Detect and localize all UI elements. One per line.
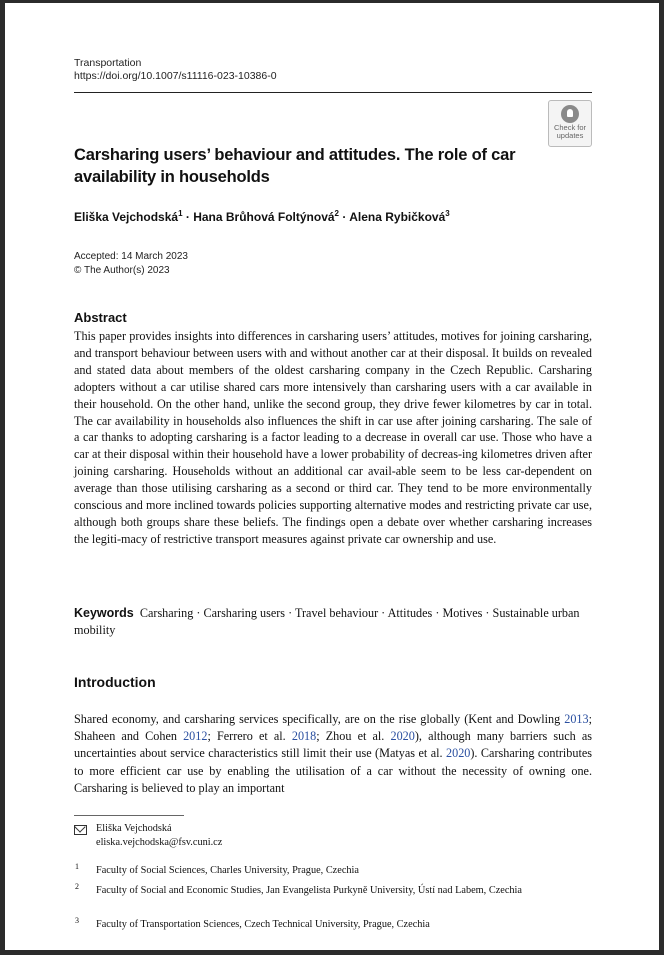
check-for-updates-badge[interactable]: Check for updates	[548, 100, 592, 147]
author-list: Eliška Vejchodská$^1$ · Hana Brůhová Foltýnová$^2$ · Alena Rybičková$^3$	[74, 209, 450, 224]
accepted-date: Accepted: 14 March 2023	[74, 251, 188, 262]
affiliation-number: 3	[75, 916, 79, 925]
corresponding-author	[96, 822, 222, 849]
paper-title: Carsharing users’ behaviour and attitudes. The role of car availability in households	[74, 146, 516, 186]
citation-link[interactable]: 2018	[291, 729, 317, 744]
copyright-notice: © The Author(s) 2023	[74, 265, 170, 276]
citation-link[interactable]: 2013	[564, 712, 589, 726]
author-name[interactable]: Alena Rybičková	[349, 210, 446, 224]
introduction-text: Shared economy, and carsharing services specifically, are on the rise globally (Kent and Dowling 2013; Shaheen and Cohen 2012; Ferrero et al. 2018; Zhou et al. 2020), although many barriers such as uncertainties about service characteristics still limit their use (Matyas et al. 2020). Carsharing contributes to more efficient car use by enabling the utilisation of a car without the necessity of owning one. Carsharing is believed to play an important	[74, 712, 593, 795]
bookmark-icon	[561, 105, 579, 123]
document-page	[5, 3, 659, 950]
affiliation-text: Faculty of Social Sciences, Charles University, Prague, Czechia	[96, 865, 359, 876]
citation-link[interactable]: 2020	[446, 746, 471, 761]
publication-dates	[74, 250, 188, 278]
affiliation-text: Faculty of Social and Economic Studies, Jan Evangelista Purkyně University, Ústí nad Labem, Czechia	[96, 885, 522, 896]
header-rule	[74, 92, 592, 93]
abstract-text: This paper provides insights into differences in carsharing users’ attitudes, motives for joining carsharing, and transport behaviour between users with and without another car at their disposal. It builds on revealed and stated data about members of the oldest carsharing company in the Czech Republic. Carsharing adopters without a car utilise shared cars more intensively than carsharing users with a car available in their household. On the other hand, unlike the second group, they drive fewer kilometres by car in total. The car availability in households also influences the shift in car use after joining carsharing. The sale of a car thanks to adopting carsharing is a factor leading to a decrease in overall car use. Those who have a car at their disposal within their household have a lower probability of decreas-ing kilometres driven after joining carsharing. Households without an additional car avail-able seem to be less car-dependent on average than those utilising carsharing as a second or third car. They tend to be more environmentally conscious and more inclined towards policies supporting alternative modes and restricting private car use, although both groups share these beliefs. The findings open a debate over whether carsharing increases the legiti-macy of restrictive transport measures against private car ownership and use.	[74, 329, 592, 546]
author-name[interactable]: Eliška Vejchodská	[74, 210, 179, 224]
keywords	[74, 605, 592, 639]
author-name[interactable]: Hana Brůhová Foltýnová	[193, 210, 335, 224]
affiliation-number: 1	[75, 862, 79, 871]
citation-link[interactable]: 2012	[183, 729, 208, 744]
footnote-rule	[74, 815, 184, 816]
journal-header	[74, 57, 277, 83]
affiliation-text: Faculty of Transportation Sciences, Czech Technical University, Prague, Czechia	[96, 919, 430, 930]
envelope-icon	[74, 825, 87, 835]
introduction-heading: Introduction	[74, 674, 156, 690]
doi-link[interactable]: https://doi.org/10.1007/s11116-023-10386-0	[74, 70, 277, 82]
journal-name: Transportation	[74, 57, 142, 69]
corresponding-name: Eliška Vejchodská	[96, 823, 172, 834]
keywords-text: Carsharing · Carsharing users · Travel behaviour · Attitudes · Motives · Sustainable urban mobility	[74, 606, 580, 637]
citation-link[interactable]: 2020	[390, 729, 415, 744]
keywords-label: Keywords	[74, 606, 134, 620]
affiliation-number: 2	[75, 882, 79, 891]
abstract-heading: Abstract	[74, 310, 127, 325]
corresponding-email[interactable]: eliska.vejchodska@fsv.cuni.cz	[96, 836, 223, 848]
